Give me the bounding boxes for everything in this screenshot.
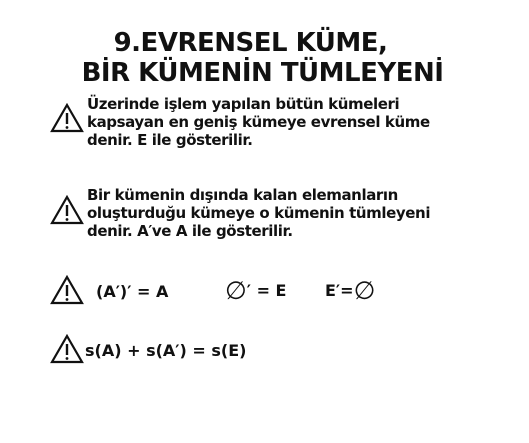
warning-triangle-icon (50, 275, 84, 305)
note-evrensel-kume (87, 95, 517, 149)
formula-empty-complement (225, 276, 286, 305)
title-line-1: 9.EVRENSEL KÜME, (113, 28, 388, 58)
note-line: Üzerinde işlem yapılan bütün kümeleri (87, 95, 400, 113)
warning-triangle-icon (50, 334, 84, 364)
note-line: denir. A′ve A ile gösterilir. (87, 222, 293, 240)
warning-triangle-icon (50, 103, 84, 133)
formula-universe-complement (325, 276, 375, 305)
empty-set-symbol: ∅ (225, 276, 247, 305)
note-line: denir. E ile gösterilir. (87, 131, 253, 149)
formula-universe-complement-left: E′= (325, 281, 354, 300)
note-line: kapsayan en geniş kümeye evrensel küme (87, 113, 430, 131)
note-line: Bir kümenin dışında kalan elemanların (87, 186, 398, 204)
formula-cardinality: s(A) + s(A′) = s(E) (85, 341, 247, 360)
note-line: oluşturduğu kümeye o kümenin tümleyeni (87, 204, 431, 222)
formula-empty-complement-rest: ′ = E (246, 281, 287, 300)
note-tumleyen (87, 186, 517, 240)
empty-set-symbol: ∅ (353, 276, 376, 305)
title-line-2: BİR KÜMENİN TÜMLEYENİ (81, 58, 444, 88)
formula-double-complement: (A′)′ = A (96, 282, 169, 301)
warning-triangle-icon (50, 195, 84, 225)
